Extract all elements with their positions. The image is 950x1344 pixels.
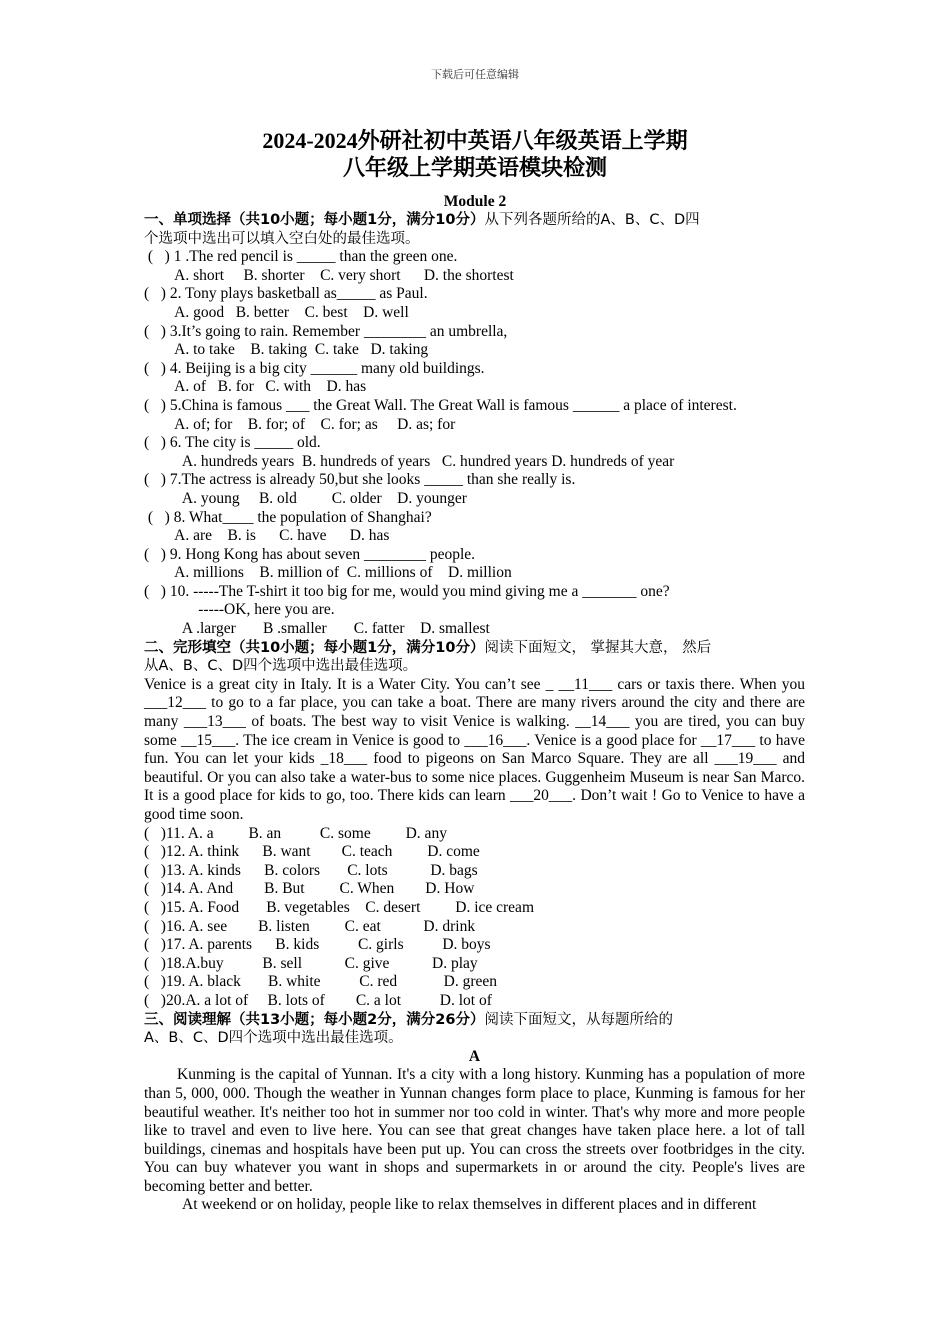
section1-instruction: 从下列各题所给的A、B、C、D四 (484, 212, 700, 228)
cloze-options (144, 825, 805, 1011)
cloze-option-line: ( )18.A.buy B. sell C. give D. play (144, 954, 478, 972)
question-line: ( ) 5.China is famous ___ the Great Wall. The Great Wall is famous ______ a place of interest. (144, 396, 737, 414)
question-line: A. millions B. million of C. millions of D. million (144, 564, 512, 582)
cloze-option-line: ( )19. A. black B. white C. red D. green (144, 973, 497, 991)
question-line: -----OK, here you are. (144, 601, 335, 619)
passage-a-paragraph-1: Kunming is the capital of Yunnan. It's a city with a long history. Kunming has a population of more than 5, 000, 000. Though the weather in Yunnan changes form place to place, Kunming is famous for her beautiful weather. It's neither too hot in summer nor too cold in winter. That's why more and more people like to travel and even to live here. You can see that great changes have taken place here. a lot of tall buildings, cinemas and hospitals have been put up. You can cross the streets over footbridges in the city. You can buy whatever you want in shops and supermarkets in or around the city. People's lives are becoming better and better. (144, 1066, 805, 1195)
section1-instruction-cont: 个选项中选出可以填入空白处的最佳选项。 (144, 230, 420, 247)
question-line: A. of; for B. for; of C. for; as D. as; for (144, 415, 456, 433)
question-line: A. of B. for C. with D. has (144, 378, 367, 396)
cloze-option-line: ( )14. A. And B. But C. When D. How (144, 880, 475, 898)
section3-heading (144, 1011, 805, 1048)
section1-title: 一、单项选择（共10小题；每小题1分，满分10分） (144, 212, 485, 228)
section2-heading (144, 639, 805, 676)
page-subtitle: 八年级上学期英语模块检测 (342, 155, 607, 180)
section1-heading (144, 211, 805, 248)
exam-content (144, 211, 805, 1215)
passage-a-paragraph-2: At weekend or on holiday, people like to relax themselves in different places and in different (182, 1196, 757, 1214)
question-line: A. hundreds years B. hundreds of years C. hundred years D. hundreds of year (144, 452, 675, 470)
section2-instruction: 阅读下面短文， 掌握其大意， 然后 (484, 639, 712, 656)
question-line: A. young B. old C. older D. younger (144, 489, 467, 507)
cloze-option-line: ( )17. A. parents B. kids C. girls D. boys (144, 936, 491, 954)
question-line: ( ) 9. Hong Kong has about seven ________ people. (144, 545, 476, 563)
question-line: A. are B. is C. have D. has (144, 527, 390, 545)
section1-questions (144, 248, 805, 638)
module-label: Module 2 (443, 193, 507, 210)
header-note: 下载后可任意编辑 (431, 68, 519, 81)
question-line: ( ) 7.The actress is already 50,but she looks _____ than she really is. (144, 471, 576, 489)
question-line: A .larger B .smaller C. fatter D. smallest (144, 620, 490, 638)
question-line: A. to take B. taking C. take D. taking (144, 341, 429, 359)
section2-instruction-cont: 从A、B、C、D四个选项中选出最佳选项。 (144, 658, 418, 675)
section3-title: 三、阅读理解（共13小题；每小题2分，满分26分） (144, 1011, 485, 1028)
cloze-option-line: ( )16. A. see B. listen C. eat D. drink (144, 917, 476, 935)
question-line: ( ) 1 .The red pencil is _____ than the green one. (144, 248, 458, 266)
question-line: A. good B. better C. best D. well (144, 303, 409, 321)
question-line: ( ) 4. Beijing is a big city ______ many old buildings. (144, 359, 485, 377)
cloze-passage: Venice is a great city in Italy. It is a Water City. You can’t see _ __11___ cars or taxis there. When you ___12___ to go to a far place, you can take a boat. There are many rivers around the city and there are many ___13___ of boats. The best way to visit Venice is walking. __14___ you are tired, you can buy some __15___. The ice cream in Venice is good to ___16___. Venice is a good place for __17___ to have fun. You can let your kids _18___ food to pigeons on San Marco Square. They are all ___19___ and beautiful. Or you can also take a water-bus to some nice places. Guggenheim Museum is near San Marco. It is a good place for kids to go, too. There kids can learn ___20___. Don’t wait ! Go to Venice to have a good time soon. (144, 675, 805, 823)
cloze-option-line: ( )20.A. a lot of B. lots of C. a lot D. lot of (144, 991, 492, 1009)
cloze-option-line: ( )12. A. think B. want C. teach D. come (144, 843, 480, 861)
section3-instruction-cont: A、B、C、D四个选项中选出最佳选项。 (144, 1030, 403, 1047)
passage-a-label: A (468, 1047, 481, 1065)
cloze-option-line: ( )15. A. Food B. vegetables C. desert D. ice cream (144, 898, 534, 916)
question-line: ( ) 3.It’s going to rain. Remember ________ an umbrella, (144, 322, 508, 340)
question-line: ( ) 2. Tony plays basketball as_____ as Paul. (144, 285, 428, 303)
page-title: 2024-2024外研社初中英语八年级英语上学期 (262, 128, 688, 153)
question-line: ( ) 6. The city is _____ old. (144, 434, 321, 452)
question-line: A. short B. shorter C. very short D. the shortest (144, 266, 514, 284)
question-line: ( ) 10. -----The T-shirt it too big for me, would you mind giving me a _______ one? (144, 582, 670, 600)
cloze-option-line: ( )11. A. a B. an C. some D. any (144, 824, 447, 842)
section2-title: 二、完形填空（共10小题；每小题1分，满分10分） (144, 639, 485, 656)
section3-instruction: 阅读下面短文，从每题所给的 (484, 1011, 673, 1028)
cloze-option-line: ( )13. A. kinds B. colors C. lots D. bags (144, 861, 478, 879)
question-line: ( ) 8. What____ the population of Shanghai? (144, 508, 432, 526)
